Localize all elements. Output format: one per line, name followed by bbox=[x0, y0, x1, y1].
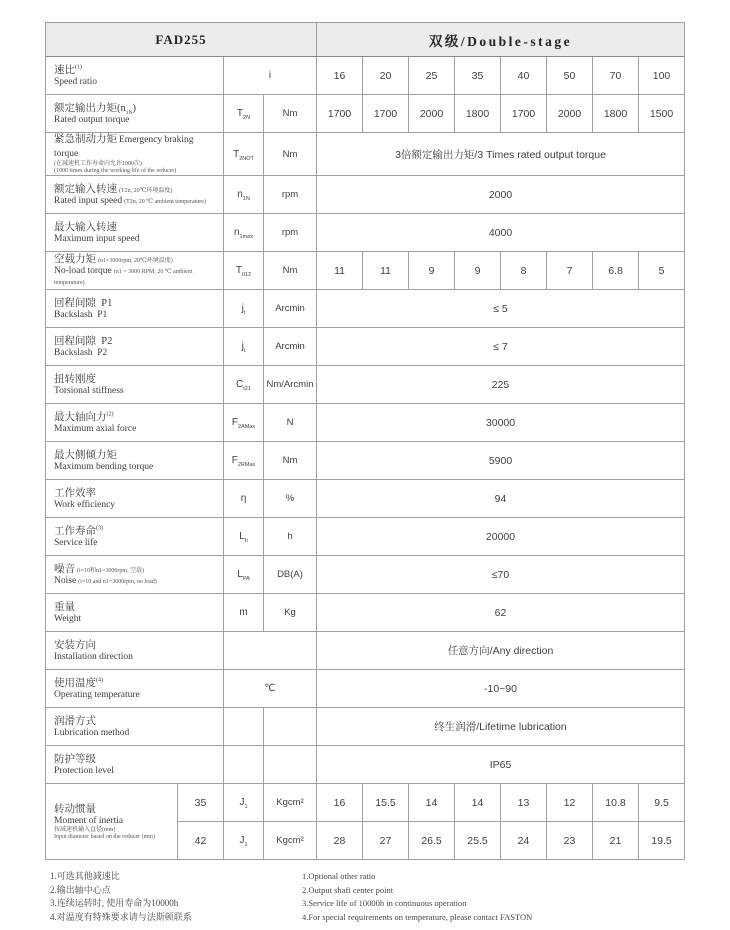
param-unit: Arcmin bbox=[264, 328, 317, 366]
value-cell: 14 bbox=[409, 784, 455, 822]
param-symbol: $F_{2AMax}$ bbox=[224, 404, 264, 442]
footnote-item: 3.连续运转时, 使用寿命为10000h bbox=[50, 898, 179, 908]
param-symbol bbox=[224, 746, 264, 784]
value-cell: 4000 bbox=[317, 214, 685, 252]
value-cell: 15.5 bbox=[363, 784, 409, 822]
value-cell: 9.5 bbox=[639, 784, 685, 822]
param-symbol bbox=[224, 708, 264, 746]
row-service-life bbox=[46, 518, 685, 556]
param-unit: Nm bbox=[264, 442, 317, 480]
value-cell: 28 bbox=[317, 822, 363, 860]
value-cell: 3倍额定输出力矩/3 Times rated output torque bbox=[317, 133, 685, 176]
param-symbol: m bbox=[224, 594, 264, 632]
param-symbol: $J_1$ bbox=[224, 822, 264, 860]
value-cell: 10.8 bbox=[593, 784, 639, 822]
value-cell: 终生润滑/Lifetime lubrication bbox=[317, 708, 685, 746]
value-cell: 50 bbox=[547, 57, 593, 95]
row-no-load-torque bbox=[46, 252, 685, 290]
footnote-item: 3.Service life of 10000h in continuous operation bbox=[302, 898, 467, 908]
param-symbol: η bbox=[224, 480, 264, 518]
param-unit: Kg bbox=[264, 594, 317, 632]
param-label: 工作寿命$^{(3)}$ Service life bbox=[46, 518, 224, 556]
value-cell: 225 bbox=[317, 366, 685, 404]
value-cell: ≤ 5 bbox=[317, 290, 685, 328]
value-cell: 25 bbox=[409, 57, 455, 95]
param-label: 额定输出力矩$(n_{1N})$ Rated output torque bbox=[46, 95, 224, 133]
footnote-item: 4.对温度有特殊要求请与法斯顿联系 bbox=[50, 911, 192, 922]
input-diameter-cell: 42 bbox=[178, 822, 224, 860]
param-label: 安装方向 Installation direction bbox=[46, 632, 224, 670]
param-label: 最大侧倾力矩 Maximum bending torque bbox=[46, 442, 224, 480]
value-cell: 20000 bbox=[317, 518, 685, 556]
row-installation-direction bbox=[46, 632, 685, 670]
param-label: 扭转刚度 Torsional stiffness bbox=[46, 366, 224, 404]
value-cell: 14 bbox=[455, 784, 501, 822]
row-rated-input-speed bbox=[46, 176, 685, 214]
param-label: 润滑方式 Lubrication method bbox=[46, 708, 224, 746]
footnote-item: 2.Output shaft center point bbox=[302, 884, 394, 895]
model-header: FAD255 bbox=[46, 23, 317, 57]
value-cell: 7 bbox=[547, 252, 593, 290]
param-symbol: i bbox=[224, 57, 317, 95]
row-operating-temperature bbox=[46, 670, 685, 708]
param-label: 防护等级 Protection level bbox=[46, 746, 224, 784]
row-backlash-p2 bbox=[46, 328, 685, 366]
param-label: 噪音 (i=10和n1=3000rpm, 空载) Noise (i=10 and n1=3000rpm, no load) bbox=[46, 556, 224, 594]
param-label: 最大输入转速 Maximum input speed bbox=[46, 214, 224, 252]
value-cell: 5 bbox=[639, 252, 685, 290]
param-symbol: $L_{PA}$ bbox=[224, 556, 264, 594]
param-symbol: $T_{012}$ bbox=[224, 252, 264, 290]
row-backlash-p1 bbox=[46, 290, 685, 328]
row-max-input-speed bbox=[46, 214, 685, 252]
row-max-axial-force bbox=[46, 404, 685, 442]
param-symbol: $j_t$ bbox=[224, 328, 264, 366]
spec-table bbox=[45, 22, 685, 860]
value-cell: 11 bbox=[317, 252, 363, 290]
value-cell: 16 bbox=[317, 784, 363, 822]
param-label: 工作效率 Work efficiency bbox=[46, 480, 224, 518]
param-label: 重量 Weight bbox=[46, 594, 224, 632]
footnote-item: 1.Optional other ratio bbox=[302, 871, 376, 881]
param-symbol: $C_{t21}$ bbox=[224, 366, 264, 404]
param-symbol: $L_h$ bbox=[224, 518, 264, 556]
row-inertia-35 bbox=[46, 784, 685, 822]
table-header-row bbox=[46, 23, 685, 57]
param-unit: DB(A) bbox=[264, 556, 317, 594]
row-lubrication-method bbox=[46, 708, 685, 746]
value-cell: 8 bbox=[501, 252, 547, 290]
param-unit: Nm bbox=[264, 133, 317, 176]
value-cell: 16 bbox=[317, 57, 363, 95]
row-noise bbox=[46, 556, 685, 594]
param-unit: Nm bbox=[264, 95, 317, 133]
param-label: 空载力矩 (n1=3000rpm, 20℃环境温度) No-load torque (n1 = 3000 RPM, 20 ℃ ambient temperature) bbox=[46, 252, 224, 290]
value-cell: 62 bbox=[317, 594, 685, 632]
param-unit bbox=[264, 746, 317, 784]
param-unit: % bbox=[264, 480, 317, 518]
value-cell: 30000 bbox=[317, 404, 685, 442]
value-cell: 23 bbox=[547, 822, 593, 860]
param-unit: Nm/Arcmin bbox=[264, 366, 317, 404]
param-unit: Nm bbox=[264, 252, 317, 290]
value-cell: 1800 bbox=[593, 95, 639, 133]
value-cell: 11 bbox=[363, 252, 409, 290]
value-cell: 40 bbox=[501, 57, 547, 95]
value-cell: 6.8 bbox=[593, 252, 639, 290]
row-speed-ratio bbox=[46, 57, 685, 95]
value-cell: -10~90 bbox=[317, 670, 685, 708]
param-unit: Kgcm² bbox=[264, 822, 317, 860]
input-diameter-cell: 35 bbox=[178, 784, 224, 822]
param-symbol: $T_{2N}$ bbox=[224, 95, 264, 133]
param-label: 紧急制动力矩 Emergency braking torque (在减速机工作寿命内允许1000次) (1000 times during the working life of the reducer) bbox=[46, 133, 224, 176]
value-cell: 2000 bbox=[317, 176, 685, 214]
param-unit bbox=[264, 708, 317, 746]
value-cell: 70 bbox=[593, 57, 639, 95]
param-label: 回程间隙 P2 Backslash P2 bbox=[46, 328, 224, 366]
param-symbol: $J_1$ bbox=[224, 784, 264, 822]
value-cell: 19.5 bbox=[639, 822, 685, 860]
value-cell: 9 bbox=[455, 252, 501, 290]
param-label: 回程间隙 P1 Backslash P1 bbox=[46, 290, 224, 328]
param-unit: rpm bbox=[264, 176, 317, 214]
value-cell: 5900 bbox=[317, 442, 685, 480]
value-cell: 1500 bbox=[639, 95, 685, 133]
param-symbol: ℃ bbox=[224, 670, 317, 708]
value-cell: 94 bbox=[317, 480, 685, 518]
footnotes-en bbox=[302, 870, 685, 924]
param-label: 使用温度$^{(4)}$ Operating temperature bbox=[46, 670, 224, 708]
footnote-item: 2.输出轴中心点 bbox=[50, 884, 111, 895]
param-label: 额定输入转速 (T2n, 20℃环境温度) Rated input speed (T2n, 20 ℃ ambient temperature) bbox=[46, 176, 224, 214]
param-symbol: $j_t$ bbox=[224, 290, 264, 328]
param-symbol: $F_{2RMax}$ bbox=[224, 442, 264, 480]
row-rated-output-torque bbox=[46, 95, 685, 133]
param-label: 速比$^{(1)}$ Speed ratio bbox=[46, 57, 224, 95]
param-unit: h bbox=[264, 518, 317, 556]
stage-header: 双级/Double-stage bbox=[317, 23, 685, 57]
footnote-item: 1.可选其他减速比 bbox=[50, 871, 120, 881]
value-cell: 26.5 bbox=[409, 822, 455, 860]
value-cell: 21 bbox=[593, 822, 639, 860]
row-protection-level bbox=[46, 746, 685, 784]
param-unit: rpm bbox=[264, 214, 317, 252]
param-symbol: $T_{2NOT}$ bbox=[224, 133, 264, 176]
value-cell: 25.5 bbox=[455, 822, 501, 860]
value-cell: ≤ 7 bbox=[317, 328, 685, 366]
value-cell: 2000 bbox=[409, 95, 455, 133]
row-max-bending-torque bbox=[46, 442, 685, 480]
value-cell: 27 bbox=[363, 822, 409, 860]
param-symbol bbox=[224, 632, 317, 670]
inertia-label: 转动惯量 Moment of inertia 按减速机输入直径(mm) Input diameter based on the reducer (mm) bbox=[46, 784, 178, 860]
row-weight bbox=[46, 594, 685, 632]
value-cell: IP65 bbox=[317, 746, 685, 784]
value-cell: 24 bbox=[501, 822, 547, 860]
value-cell: 2000 bbox=[547, 95, 593, 133]
row-work-efficiency bbox=[46, 480, 685, 518]
value-cell: 任意方向/Any direction bbox=[317, 632, 685, 670]
value-cell: 1700 bbox=[363, 95, 409, 133]
param-unit: N bbox=[264, 404, 317, 442]
value-cell: 1700 bbox=[501, 95, 547, 133]
param-label: 最大轴向力$^{(2)}$ Maximum axial force bbox=[46, 404, 224, 442]
value-cell: 100 bbox=[639, 57, 685, 95]
param-symbol: $n_{1N}$ bbox=[224, 176, 264, 214]
value-cell: 35 bbox=[455, 57, 501, 95]
footnotes-zh bbox=[50, 870, 302, 924]
value-cell: ≤70 bbox=[317, 556, 685, 594]
value-cell: 20 bbox=[363, 57, 409, 95]
footnotes bbox=[45, 870, 685, 924]
row-emergency-braking-torque bbox=[46, 133, 685, 176]
footnote-item: 4.For special requirements on temperature, please contact FASTON bbox=[302, 911, 533, 922]
param-unit: Arcmin bbox=[264, 290, 317, 328]
value-cell: 1800 bbox=[455, 95, 501, 133]
value-cell: 12 bbox=[547, 784, 593, 822]
value-cell: 9 bbox=[409, 252, 455, 290]
value-cell: 1700 bbox=[317, 95, 363, 133]
datasheet-page bbox=[45, 22, 685, 924]
param-unit: Kgcm² bbox=[264, 784, 317, 822]
row-torsional-stiffness bbox=[46, 366, 685, 404]
param-symbol: $n_{1max}$ bbox=[224, 214, 264, 252]
value-cell: 13 bbox=[501, 784, 547, 822]
